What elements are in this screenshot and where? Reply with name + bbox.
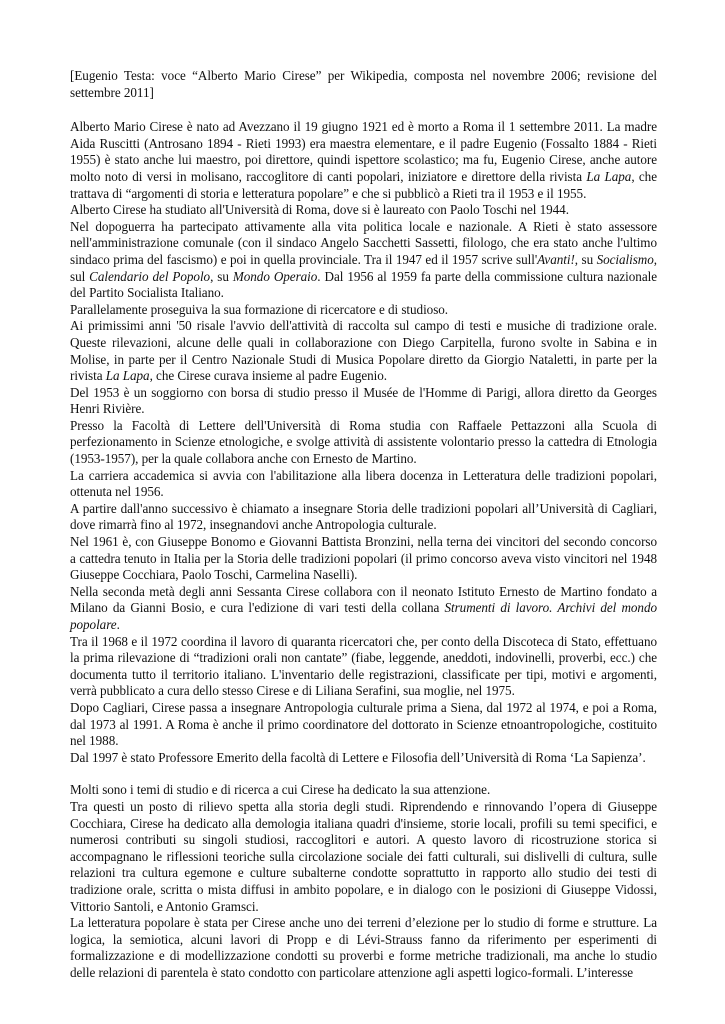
header-note: [Eugenio Testa: voce “Alberto Mario Cirese” per Wikipedia, composta nel novembre 2006; revisione del settembre 2011] <box>70 68 657 100</box>
text-segment: Tra il 1968 e il 1972 coordina il lavoro di quaranta ricercatori che, per conto della Discoteca di Stato, effettuano la prima rilevazione di “tradizioni orali non cantate” (fiabe, leggende, aneddoti, indovinelli, proverbi, ecc.) che documenta tutto il territorio italiano. L'inventario delle registrazioni, classificate per tipi, motivi e argomenti, verrà pubblicato a cura dello stesso Cirese e di Liliana Serafini, sua moglie, nel 1975. <box>70 633 657 699</box>
italic-title: La Lapa <box>586 168 632 184</box>
body-paragraph <box>70 318 657 384</box>
body-paragraph <box>70 418 657 468</box>
body-paragraph <box>70 584 657 634</box>
text-segment: , su <box>210 268 233 284</box>
text-segment: Presso la Facoltà di Lettere dell'Università di Roma studia con Raffaele Pettazzoni alla Scuola di perfezionamento in Scienze etnologiche, e svolge attività di assistente volontario presso la cattedra di Etnologia (1953-1957), per la quale collabora anche con Ernesto de Martino. <box>70 417 657 467</box>
text-segment: La letteratura popolare è stata per Cirese anche uno dei terreni d’elezione per lo studio di forme e strutture. La logica, la semiotica, alcuni lavori di Propp e di Lévi-Strauss fanno da riferimento per esperimenti di formalizzazione e di modellizzazione condotti su proverbi e forme metriche tradizionali, ma anche lo studio delle relazioni di parentela è stato condotto con particolare attenzione agli aspetti logico-formali. L’interesse <box>70 915 657 980</box>
body-paragraph <box>70 501 657 534</box>
italic-title: Calendario del Popolo <box>89 268 211 284</box>
body-paragraph <box>70 799 657 915</box>
body-paragraph <box>70 219 657 302</box>
body-paragraph <box>70 534 657 584</box>
italic-title: Mondo Operaio <box>232 268 318 284</box>
text-segment: Del 1953 è un soggiorno con borsa di studio presso il Musée de l'Homme di Parigi, allora diretto da Georges Henri Rivière. <box>70 384 657 417</box>
text-segment: Parallelamente proseguiva la sua formazione di ricercatore e di studioso. <box>70 301 449 317</box>
body-paragraph <box>70 302 657 319</box>
text-segment: Ai primissimi anni '50 risale l'avvio dell'attività di raccolta sul campo di testi e musiche di tradizione orale. Queste rilevazioni, alcune delle quali in collaborazione con Diego Carpitella, furono svolte in Sabina e in Molise, in parte per il Centro Nazionale Studi di Musica Popolare diretto da Giorgio Nataletti, in parte per la rivista <box>70 318 657 384</box>
spacer <box>70 101 657 119</box>
text-segment: Molti sono i temi di studio e di ricerca a cui Cirese ha dedicato la sua attenzione. <box>70 782 491 798</box>
body-paragraph <box>70 202 657 219</box>
text-segment: Alberto Mario Cirese è nato ad Avezzano il 19 giugno 1921 ed è morto a Roma il 1 settembre 2011. La madre Aida Ruscitti (Antrosano 1894 - Rieti 1993) era maestra elementare, e il padre Eugenio (Fossalto 1884 - Rieti 1955) è stato anche lui maestro, poi direttore, quindi ispettore scolastico; ma fu, Eugenio Cirese, anche autore molto noto di versi in molisano, raccoglitore di canti popolari, iniziatore e direttore della rivista <box>70 119 657 184</box>
italic-title: La Lapa <box>105 368 150 384</box>
text-segment: Alberto Cirese ha studiato all'Università di Roma, dove si è laureato con Paolo Toschi nel 1944. <box>70 202 569 218</box>
body-paragraph <box>70 782 657 799</box>
text-segment: . <box>116 617 120 632</box>
text-segment: Tra questi un posto di rilievo spetta alla storia degli studi. Riprendendo e rinnovando l’opera di Giuseppe Cocchiara, Cirese ha dedicato alla demologia italiana quadri d'insieme, storie locali, profili su temi specifici, e numerosi contributi su singoli studiosi, raccoglitori e autori. A questo lavoro di ricostruzione storica si accompagnano le riflessioni teoriche sulla circolazione sociale dei fatti culturali, sui dislivelli di cultura, sulle relazioni tra cultura egemone e culture subalterne condotte soprattutto in rapporto allo studio dei testi di tradizione orale, scritta o mista diffusi in ambito popolare, e in dialogo con le posizioni di Giuseppe Vidossi, Vittorio Santoli, e Antonio Gramsci. <box>70 798 657 914</box>
body-paragraph <box>70 915 657 981</box>
text-segment: Nel dopoguerra ha partecipato attivamente alla vita politica locale e nazionale. A Rieti è stato assessore nell'amministrazione comunale (con il sindaco Angelo Sacchetti Sassetti, filologo, che era stato anche l'ultimo sindaco prima del fascismo) e poi in quella provinciale. Tra il 1947 ed il 1957 scrive sull' <box>70 218 657 267</box>
text-segment: Dal 1997 è stato Professore Emerito della facoltà di Lettere e Filosofia dell’Università di Roma ‘La Sapienza’. <box>70 749 646 765</box>
document-page <box>70 68 657 981</box>
body-paragraph <box>70 634 657 700</box>
italic-title: Socialismo <box>596 251 654 267</box>
text-segment: . Dal 1956 al 1959 fa parte della commissione cultura nazionale del Partito Socialista Italiano. <box>70 268 657 301</box>
text-segment: Nella seconda metà degli anni Sessanta Cirese collabora con il neonato Istituto Ernesto de Martino fondato a Milano da Gianni Bosio, e cura l'edizione di vari testi della collana <box>70 583 657 616</box>
body-paragraph <box>70 750 657 767</box>
document-body <box>70 119 657 981</box>
text-segment: , che Cirese curava insieme al padre Eugenio. <box>149 368 388 384</box>
body-paragraph <box>70 119 657 202</box>
body-paragraph <box>70 700 657 750</box>
text-segment: , su <box>574 251 597 267</box>
italic-title: Avanti! <box>537 251 575 267</box>
text-segment: , sul <box>70 251 658 284</box>
text-segment: , che trattava di “argomenti di storia e letteratura popolare” e che si pubblicò a Rieti tra il 1953 e il 1955. <box>70 168 657 201</box>
text-segment: Dopo Cagliari, Cirese passa a insegnare Antropologia culturale prima a Siena, dal 1972 al 1974, e poi a Roma, dal 1973 al 1991. A Roma è anche il primo coordinatore del dottorato in Scienze etnoantropologiche, costituito nel 1988. <box>70 699 657 749</box>
body-paragraph <box>70 468 657 501</box>
paragraph-gap <box>70 766 657 782</box>
italic-title: Strumenti di lavoro. Archivi del mondo popolare <box>70 600 657 632</box>
text-segment: La carriera accademica si avvia con l'abilitazione alla libera docenza in Letteratura delle tradizioni popolari, ottenuta nel 1956. <box>70 467 657 500</box>
text-segment: Nel 1961 è, con Giuseppe Bonomo e Giovanni Battista Bronzini, nella terna dei vincitori del secondo concorso a cattedra tenuto in Italia per la Storia delle tradizioni popolari (il primo concorso aveva visto vincitori nel 1948 Giuseppe Cocchiara, Paolo Toschi, Carmelina Naselli). <box>70 534 657 583</box>
body-paragraph <box>70 385 657 418</box>
text-segment: A partire dall'anno successivo è chiamato a insegnare Storia delle tradizioni popolari all’Università di Cagliari, dove rimarrà fino al 1972, insegnandovi anche Antropologia culturale. <box>70 500 657 533</box>
